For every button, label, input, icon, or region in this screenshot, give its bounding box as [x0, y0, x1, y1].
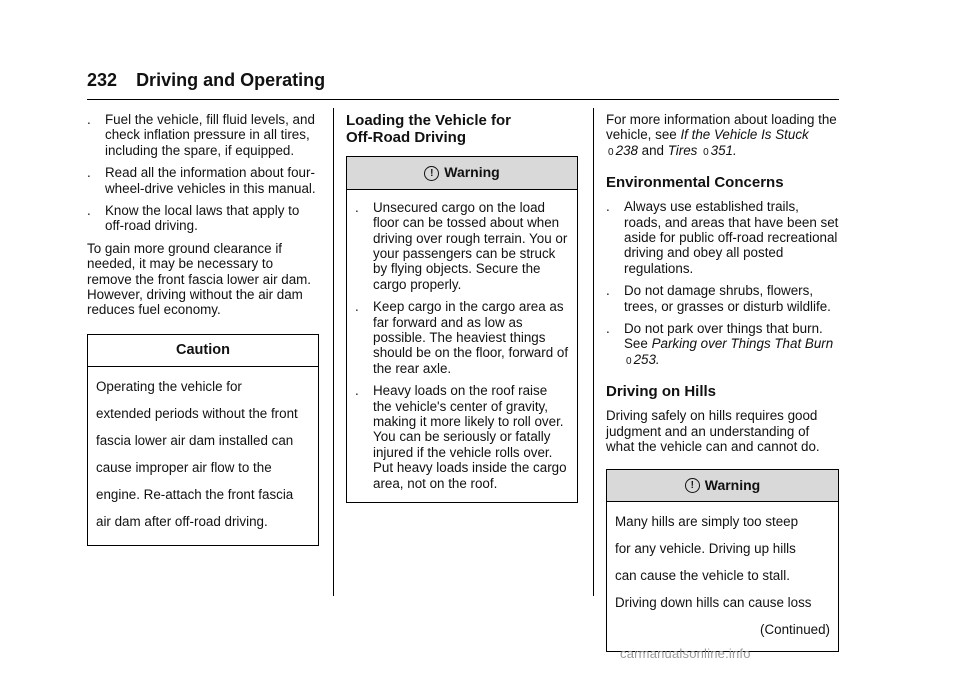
page-reference-arrow-icon: 0 — [703, 146, 709, 158]
list-item: . Fuel the vehicle, fill fluid levels, and check inflation pressure in all tires, including the spare, if equipped. — [87, 112, 315, 158]
link-parking-over-things[interactable]: Parking over Things That Burn — [651, 336, 834, 352]
list-item: . Heavy loads on the roof raise the vehicle's center of gravity, making it more likely to roll over. You can be seriously or fatally injured if the vehicle rolls over. Put heavy loads inside the cargo area, not on the roof. — [355, 383, 567, 491]
bullet-dot: . — [355, 299, 359, 315]
section-heading-environmental: Environmental Concerns — [606, 174, 784, 192]
bullet-dot: . — [87, 112, 91, 127]
link-if-vehicle-stuck[interactable]: If the Vehicle Is Stuck — [680, 127, 809, 143]
warning-body: Many hills are simply too steep for any vehicle. Driving up hills can cause the vehicle to stall. Driving down hills can cause loss (Continued) — [615, 514, 830, 638]
bullet-dot: . — [606, 321, 610, 337]
column-divider-left — [333, 108, 334, 596]
watermark: carmanualsonline.info — [620, 646, 751, 661]
page-title: Driving and Operating — [136, 70, 326, 90]
link-tires[interactable]: Tires — [667, 142, 698, 158]
warning-title: ! Warning — [347, 157, 577, 190]
caution-title: Caution — [88, 335, 318, 367]
column-1 — [87, 112, 319, 546]
bullet-dot: . — [87, 165, 91, 181]
page-reference-arrow-icon: 0 — [608, 146, 614, 158]
warning-box-hills — [606, 469, 839, 653]
column-3 — [606, 112, 839, 652]
list-item: . Read all the information about four-wheel-drive vehicles in this manual. — [87, 165, 316, 196]
caution-body: Operating the vehicle for extended periods without the front fascia lower air dam installed can cause improper air flow to the engine. Re-attach the front fascia air dam after off-road driving. — [96, 379, 298, 530]
header-rule — [87, 99, 839, 100]
section-heading-hills: Driving on Hills — [606, 383, 717, 401]
caution-box — [87, 334, 319, 546]
bullet-dot: . — [87, 203, 91, 219]
warning-exclamation-icon: ! — [424, 166, 439, 181]
list-item: . Do not damage shrubs, flowers, trees, or grasses or disturb wildlife. — [606, 283, 831, 314]
bullet-dot: . — [355, 383, 359, 399]
bullet-dot: . — [606, 283, 610, 299]
page-number: 232 — [87, 70, 118, 90]
section-heading-loading: Loading the Vehicle for Off-Road Driving — [346, 112, 512, 146]
list-item: . Do not park over things that burn. See Parking over Things That Burn 0 253. — [606, 321, 834, 367]
list-item: . Keep cargo in the cargo area as far forward and as low as possible. The heaviest things should be on the floor, forward of the rear axle. — [355, 299, 569, 376]
column-divider-right — [593, 108, 594, 596]
warning-title: ! Warning — [607, 470, 838, 503]
warning-exclamation-icon: ! — [685, 478, 700, 493]
list-item: . Know the local laws that apply to off-road driving. — [87, 203, 300, 234]
page-reference-arrow-icon: 0 — [626, 355, 632, 367]
list-item: . Always use established trails, roads, and areas that have been set aside for public off-road recreational driving and obey all posted regulations. — [606, 199, 839, 276]
continued-label: (Continued) — [760, 622, 830, 638]
bullet-dot: . — [355, 199, 359, 215]
bullet-dot: . — [606, 199, 610, 215]
page-header — [87, 70, 839, 91]
paragraph-ground-clearance: To gain more ground clearance if needed, it may be necessary to remove the front fascia lower air dam. However, driving without the air dam reduces fuel economy. — [87, 240, 312, 318]
warning-body — [347, 190, 577, 502]
paragraph-hills: Driving safely on hills requires good judgment and an understanding of what the vehicle can and cannot do. — [606, 408, 820, 455]
list-item: . Unsecured cargo on the load floor can be tossed about when driving over rough terrain. You or your passengers can be struck by flying objects. Secure the cargo properly. — [355, 199, 568, 292]
paragraph-more-info: For more information about loading the vehicle, see If the Vehicle Is Stuck 0 238 and Tires 0 351. — [606, 112, 837, 158]
column-2 — [346, 112, 578, 503]
warning-box-loading — [346, 156, 578, 503]
